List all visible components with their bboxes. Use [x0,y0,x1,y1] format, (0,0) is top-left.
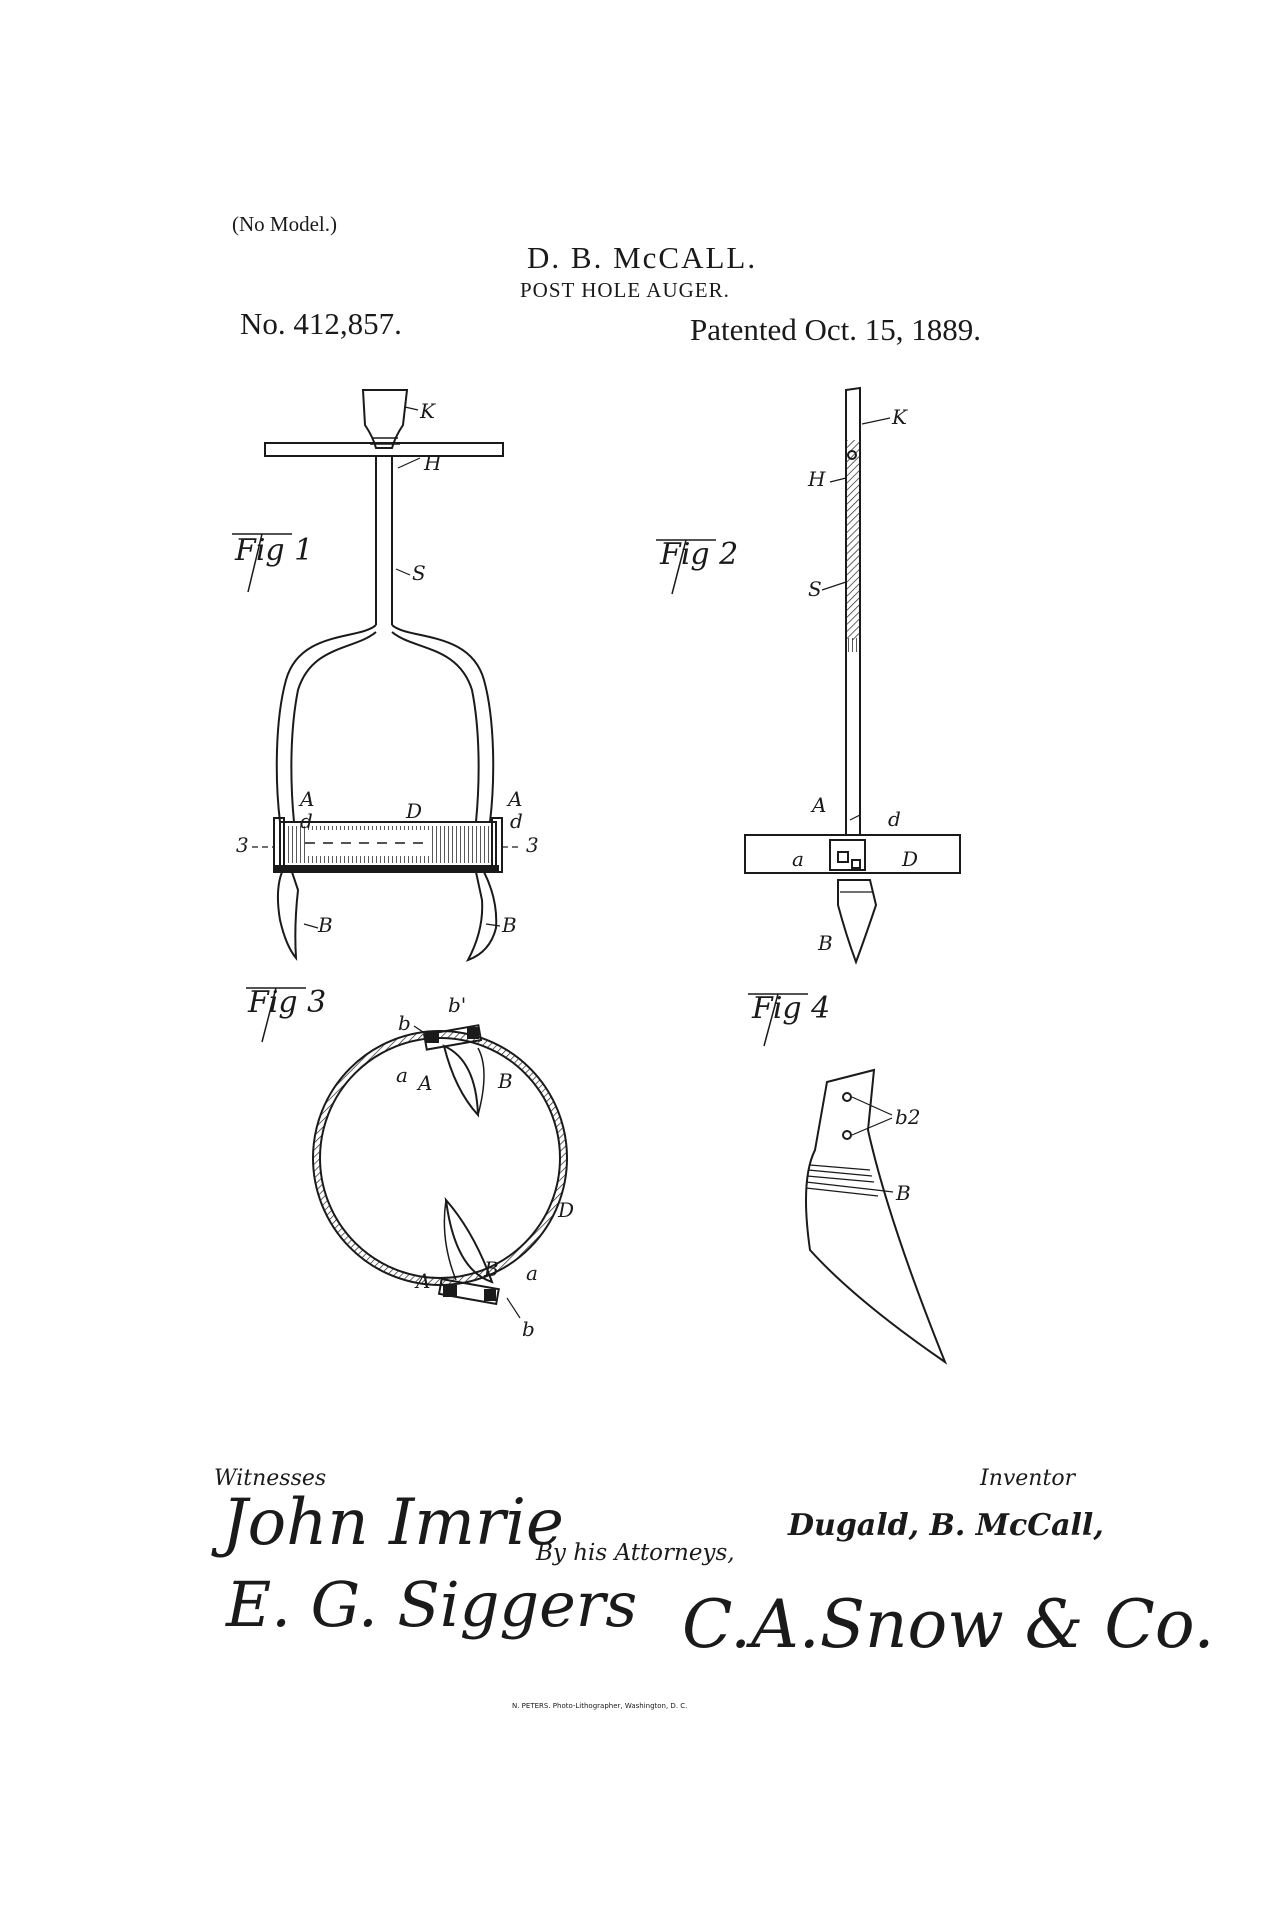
label-D: D [406,799,423,823]
label-S: S [412,561,426,585]
inventor-signature: Dugald, B. McCall, [788,1508,1104,1543]
label-B-top: B [498,1069,513,1093]
label-H-fig2: H [808,467,826,491]
label-a-top: a [396,1063,408,1087]
patent-number: No. 412,857. [240,306,402,341]
label-b-top: b [398,1011,411,1035]
label-d-fig2: d [888,807,901,831]
figure-2-side-view [745,388,960,962]
label-A-bottom: A [416,1269,431,1293]
printer-credit: N. PETERS. Photo-Lithographer, Washington, D. C. [512,1702,688,1710]
label-b-bottom: b [522,1317,535,1341]
shank-top [363,390,407,448]
attorneys-signature: C.A.Snow & Co. [682,1586,1215,1663]
label-d-right: d [510,809,523,833]
label-d-left: d [300,809,313,833]
witness-1-signature: John Imrie [222,1486,564,1560]
fig4-label: Fig 4 [752,991,831,1026]
label-K-fig2: K [892,405,907,429]
witnesses-label: Witnesses [214,1466,327,1491]
label-A-top: A [418,1071,433,1095]
fig2-label: Fig 2 [660,537,739,572]
patent-title: POST HOLE AUGER. [520,278,730,302]
figure-4-blade [806,1070,945,1362]
label-A-left: A [300,787,315,811]
label-H: H [424,451,442,475]
label-K: K [420,399,435,423]
label-B-left: B [318,913,333,937]
label-A-right: A [508,787,523,811]
attorneys-label: By his Attorneys, [536,1540,735,1566]
label-a-fig2: a [792,847,804,871]
fig3-label: Fig 3 [248,985,327,1020]
handle-bar [265,443,503,456]
figure-1-front-view [252,390,522,960]
label-B-fig2: B [818,931,833,955]
fig1-label: Fig 1 [235,533,314,568]
label-3-right: 3 [526,833,539,857]
label-D-fig3: D [558,1198,575,1222]
inventor-name: D. B. McCALL. [527,240,758,275]
label-B-bottom: B [484,1257,499,1281]
label-A-fig2: A [812,793,827,817]
label-B-right: B [502,913,517,937]
patent-date: Patented Oct. 15, 1889. [690,312,982,347]
label-a-bottom: a [526,1261,538,1285]
label-B-fig4: B [896,1181,911,1205]
model-note: (No Model.) [232,212,337,236]
witness-2-signature: E. G. Siggers [226,1568,638,1641]
inventor-label: Inventor [980,1466,1076,1491]
label-b2: b2 [895,1105,921,1129]
label-3-left: 3 [236,833,249,857]
label-b1: b' [448,993,467,1017]
label-D-fig2: D [902,847,919,871]
label-S-fig2: S [808,577,822,601]
